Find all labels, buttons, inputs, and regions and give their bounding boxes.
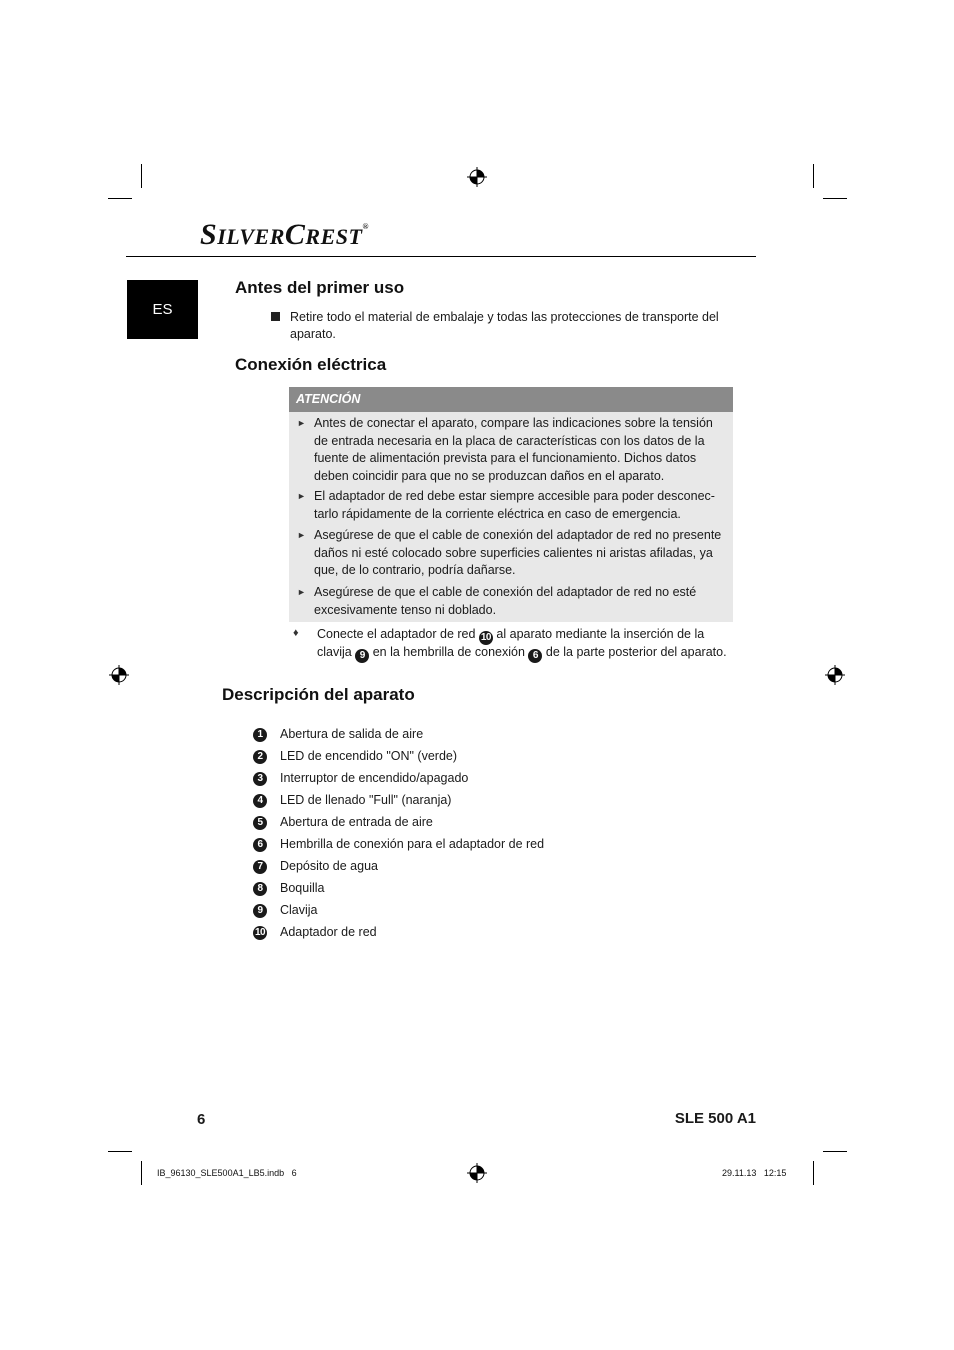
part-number-badge: 10 [254, 927, 266, 938]
warning-item [289, 527, 733, 581]
part-label: Abertura de salida de aire [280, 727, 424, 741]
warning-line: fuente de alimentación prevista para el funcionamiento. Dichos datos [314, 451, 697, 465]
part-number-badge: 6 [253, 838, 267, 852]
crop-mark [823, 198, 847, 199]
page-number: 6 [197, 1111, 206, 1128]
warning-header [289, 387, 733, 412]
step-line-2: clavija 9 en la hembrilla de conexión 6 de la parte posterior del aparato. [317, 645, 727, 661]
registration-mark-icon [467, 167, 487, 187]
part-number-badge: 4 [253, 794, 267, 808]
part-number-badge: 3 [253, 772, 267, 786]
crop-mark [823, 1151, 847, 1152]
bullet-text: Retire todo el material de embalaje y todas las protecciones de transporte del [290, 310, 719, 324]
diamond-bullet-icon: ♦ [293, 627, 299, 639]
part-label: Adaptador de red [280, 925, 377, 939]
part-label: Depósito de agua [280, 859, 378, 873]
crop-mark [108, 198, 132, 199]
part-number-badge: 6 [528, 649, 542, 663]
section-title-conexion: Conexión eléctrica [235, 355, 387, 374]
part-number-badge: 7 [253, 860, 267, 874]
part-label: LED de encendido "ON" (verde) [280, 749, 458, 763]
part-label: Abertura de entrada de aire [280, 815, 433, 829]
part-label: Interruptor de encendido/apagado [280, 771, 469, 785]
header-rule [126, 256, 756, 257]
part-label: Hembrilla de conexión para el adaptador de red [280, 837, 545, 851]
section-title-antes: Antes del primer uso [235, 278, 405, 297]
part-label: Boquilla [280, 881, 325, 895]
part-number-badge: 8 [253, 882, 267, 896]
print-slug-date: 29.11.13 12:15 [722, 1168, 787, 1178]
part-number-badge: 9 [253, 904, 267, 918]
section-title-descripcion: Descripción del aparato [222, 685, 415, 704]
registration-mark-icon [109, 665, 129, 685]
crop-mark [141, 164, 142, 188]
language-tab: ES [127, 280, 198, 339]
warning-box [289, 387, 733, 622]
arrow-bullet-icon: ► [297, 530, 306, 540]
part-number-badge: 2 [253, 750, 267, 764]
warning-title: ATENCIÓN [296, 392, 361, 406]
part-label: LED de llenado "Full" (naranja) [280, 793, 452, 807]
bullet-text: aparato. [290, 327, 336, 341]
warning-line: Antes de conectar el aparato, compare las indicaciones sobre la tensión [314, 416, 713, 430]
warning-line: excesivamente tenso ni doblado. [314, 602, 497, 617]
square-bullet-icon [271, 312, 280, 321]
arrow-bullet-icon: ► [297, 418, 306, 428]
model-name: SLE 500 A1 [674, 1110, 756, 1127]
registration-mark-icon [825, 665, 845, 685]
crop-mark [141, 1161, 142, 1185]
part-number-badge: 1 [253, 728, 267, 742]
warning-line: Asegúrese de que el cable de conexión del adaptador de red no presente [314, 528, 722, 542]
warning-line: tarlo rápidamente de la corriente eléctrica en caso de emergencia. [314, 506, 681, 521]
registration-mark-icon [467, 1163, 487, 1183]
part-label: Clavija [280, 903, 318, 917]
warning-item [289, 415, 733, 487]
warning-item [289, 488, 733, 524]
print-slug-file: IB_96130_SLE500A1_LB5.indb 6 [157, 1168, 297, 1178]
step-line-1: Conecte el adaptador de red 10 al aparato mediante la inserción de la [317, 627, 705, 643]
part-number-badge: 5 [253, 816, 267, 830]
crop-mark [813, 1161, 814, 1185]
warning-line: deben coincidir para que no se produzcan daños en el aparato. [314, 468, 665, 483]
arrow-bullet-icon: ► [297, 587, 306, 597]
part-number-badge: 10 [480, 632, 491, 643]
warning-line: Asegúrese de que el cable de conexión del adaptador de red no esté [314, 585, 697, 599]
warning-item [289, 584, 733, 620]
arrow-bullet-icon: ► [297, 491, 306, 501]
crop-mark [813, 164, 814, 188]
warning-line: El adaptador de red debe estar siempre accesible para poder desconec- [314, 489, 715, 503]
part-number-badge: 9 [355, 649, 369, 663]
brand-logo: SILVERCREST® [200, 218, 369, 251]
warning-line: daños ni esté colocado sobre superficies calientes ni aristas afiladas, ya [314, 545, 713, 560]
warning-line: que, de lo contrario, podría dañarse. [314, 563, 516, 577]
warning-line: de entrada necesaria en la placa de características con los datos de la [314, 433, 705, 448]
crop-mark [108, 1151, 132, 1152]
